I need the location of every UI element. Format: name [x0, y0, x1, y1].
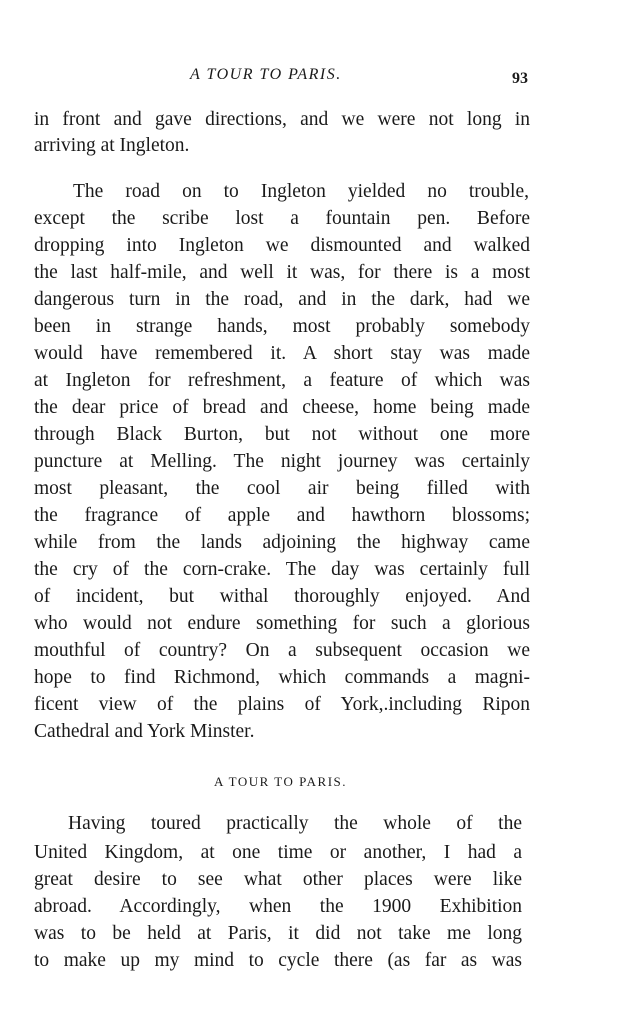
text-line: great desire to see what other places were like — [34, 869, 522, 890]
text-line: except the scribe lost a fountain pen. Before — [34, 208, 530, 229]
text-line: was to be held at Paris, it did not take me long — [34, 923, 522, 944]
text-line: the fragrance of apple and hawthorn blossoms; — [34, 505, 530, 526]
text-line: the dear price of bread and cheese, home being made — [34, 397, 530, 418]
text-line: been in strange hands, most probably somebody — [34, 316, 530, 337]
page-number: 93 — [512, 70, 528, 87]
text-line: arriving at Ingleton. — [34, 135, 190, 156]
text-line: Cathedral and York Minster. — [34, 721, 255, 742]
text-line: of incident, but withal thoroughly enjoyed. And — [34, 586, 530, 607]
text-line: puncture at Melling. The night journey was certainly — [34, 451, 530, 472]
text-line: hope to find Richmond, which commands a magni- — [34, 667, 530, 688]
text-line: the last half-mile, and well it was, for there is a most — [34, 262, 530, 283]
text-line: who would not endure something for such a glorious — [34, 613, 530, 634]
text-line: mouthful of country? On a subsequent occasion we — [34, 640, 530, 661]
text-line: abroad. Accordingly, when the 1900 Exhibition — [34, 896, 522, 917]
text-line: dropping into Ingleton we dismounted and walked — [34, 235, 530, 256]
text-line: Having toured practically the whole of the — [68, 813, 522, 834]
text-line: at Ingleton for refreshment, a feature of which was — [34, 370, 530, 391]
text-line: while from the lands adjoining the highway came — [34, 532, 530, 553]
text-line: would have remembered it. A short stay was made — [34, 343, 530, 364]
text-line: dangerous turn in the road, and in the dark, had we — [34, 289, 530, 310]
text-line: the cry of the corn-crake. The day was certainly full — [34, 559, 530, 580]
text-line: ficent view of the plains of York,.including Ripon — [34, 694, 530, 715]
text-line: United Kingdom, at one time or another, I had a — [34, 842, 522, 863]
text-line: most pleasant, the cool air being filled with — [34, 478, 530, 499]
section-heading: A TOUR TO PARIS. — [213, 774, 348, 789]
text-line: in front and gave directions, and we were not long in — [34, 109, 530, 130]
text-line: through Black Burton, but not without one more — [34, 424, 530, 445]
running-title: A TOUR TO PARIS. — [190, 66, 342, 83]
running-head — [0, 66, 621, 90]
text-line: The road on to Ingleton yielded no trouble, — [73, 181, 529, 202]
text-line: to make up my mind to cycle there (as far as was — [34, 950, 522, 971]
